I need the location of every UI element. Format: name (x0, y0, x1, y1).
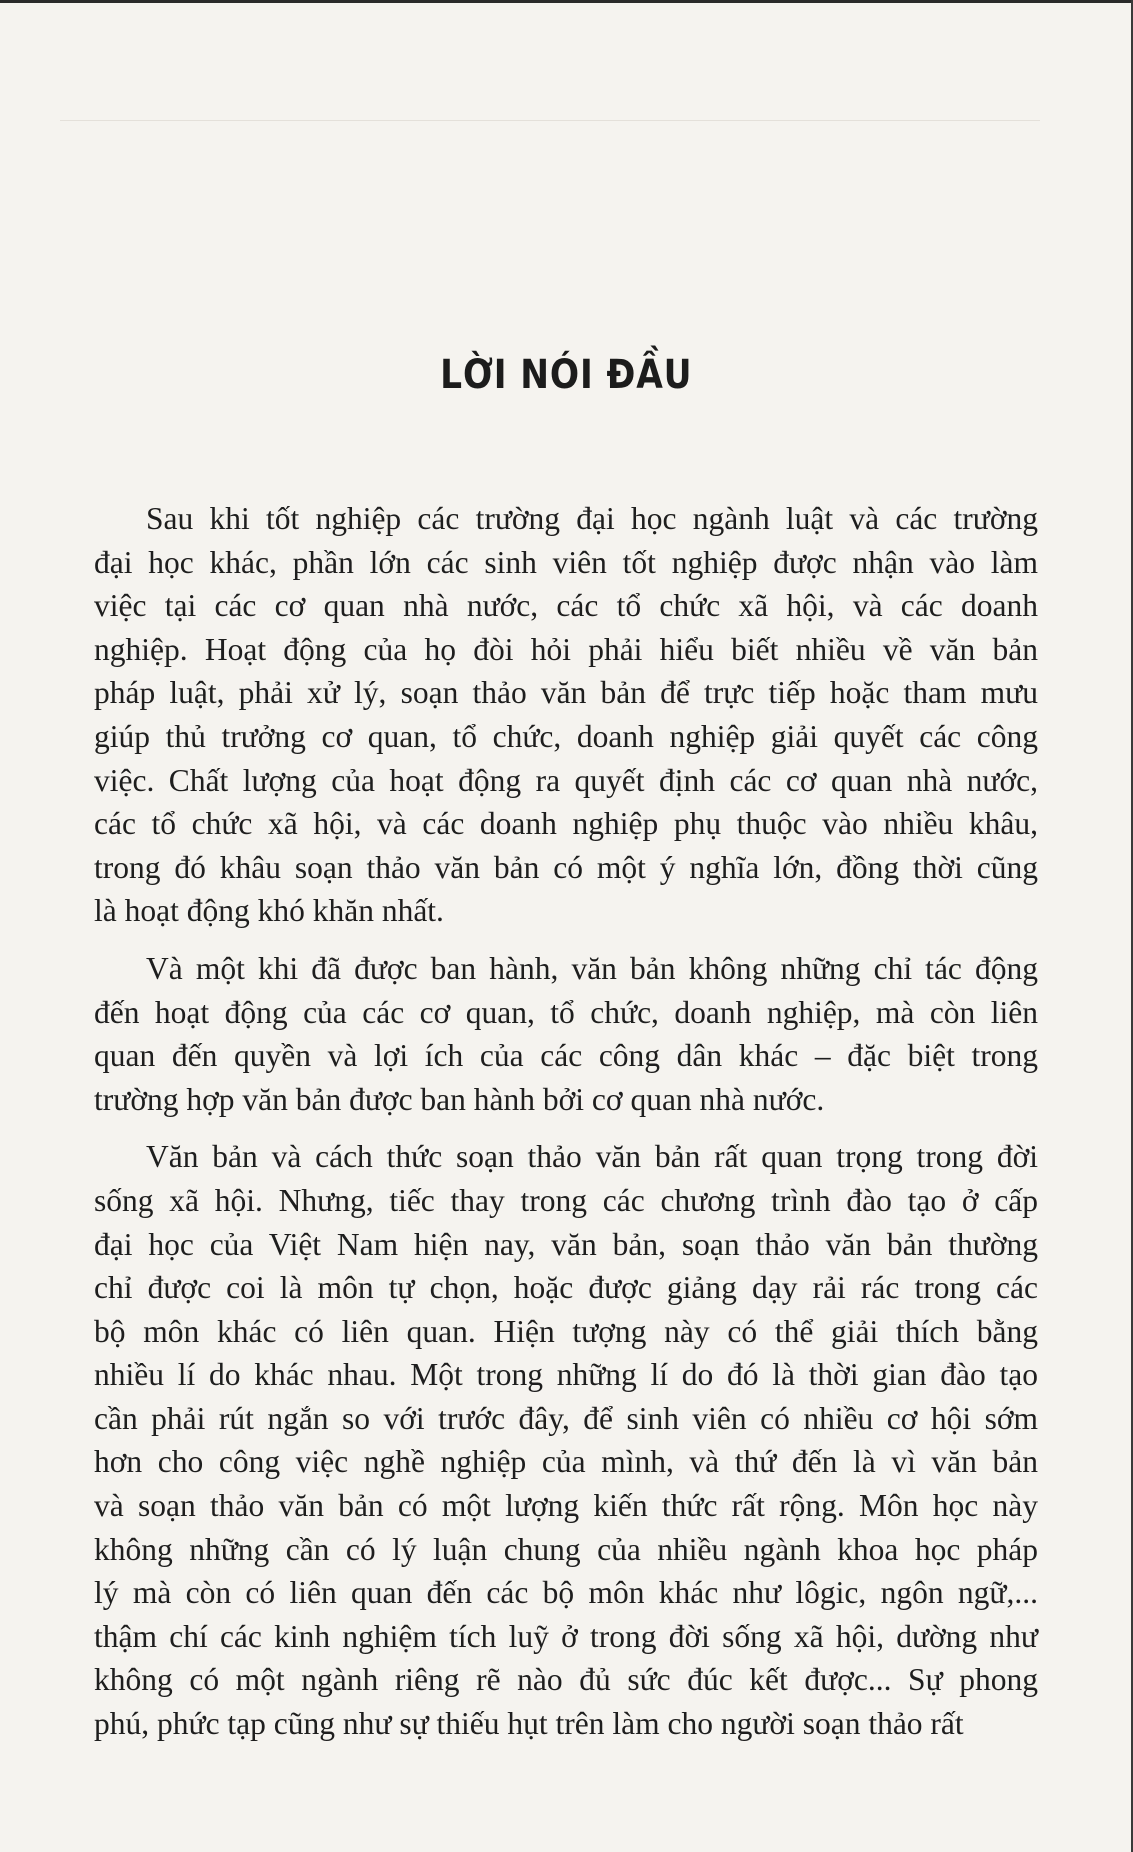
paragraph-line: phú, phức tạp cũng như sự thiếu hụt trên làm cho người soạn thảo rất (94, 1706, 964, 1742)
paragraph-line: lý mà còn có liên quan đến các bộ môn khác như lôgic, ngôn ngữ,... (94, 1575, 1038, 1611)
paragraph-line: đại học khác, phần lớn các sinh viên tốt nghiệp được nhận vào làm (94, 544, 1038, 580)
paragraph (94, 947, 1038, 1121)
paragraph-line: nghiệp. Hoạt động của họ đòi hỏi phải hiểu biết nhiều về văn bản (94, 631, 1038, 667)
paragraph-line: trong đó khâu soạn thảo văn bản có một ý nghĩa lớn, đồng thời cũng (94, 849, 1038, 885)
body-text (94, 497, 1038, 1760)
paragraph-line: đến hoạt động của các cơ quan, tổ chức, doanh nghiệp, mà còn liên (94, 994, 1038, 1030)
paragraph-line: không có một ngành riêng rẽ nào đủ sức đúc kết được... Sự phong (94, 1662, 1038, 1698)
paragraph-line: bộ môn khác có liên quan. Hiện tượng này có thể giải thích bằng (94, 1313, 1038, 1349)
paragraph-line: pháp luật, phải xử lý, soạn thảo văn bản để trực tiếp hoặc tham mưu (94, 675, 1038, 711)
page-heading: LỜI NÓI ĐẦU (440, 352, 693, 398)
paragraph-line: nhiều lí do khác nhau. Một trong những lí do đó là thời gian đào tạo (94, 1357, 1038, 1393)
paragraph-line: sống xã hội. Nhưng, tiếc thay trong các chương trình đào tạo ở cấp (94, 1182, 1038, 1218)
paragraph-line: việc tại các cơ quan nhà nước, các tổ chức xã hội, và các doanh (94, 588, 1038, 624)
paragraph-line: là hoạt động khó khăn nhất. (94, 893, 444, 929)
paragraph-line: không những cần có lý luận chung của nhiều ngành khoa học pháp (94, 1531, 1038, 1567)
paragraph-line: thậm chí các kinh nghiệm tích luỹ ở trong đời sống xã hội, dường như (94, 1618, 1038, 1654)
paragraph-line: đại học của Việt Nam hiện nay, văn bản, soạn thảo văn bản thường (94, 1226, 1038, 1262)
paragraph-line: cần phải rút ngắn so với trước đây, để sinh viên có nhiều cơ hội sớm (94, 1400, 1038, 1436)
paragraph-line: Sau khi tốt nghiệp các trường đại học ngành luật và các trường (146, 501, 1038, 536)
paragraph (94, 1135, 1038, 1745)
page-top-edge (0, 0, 1133, 3)
paragraph-line: Văn bản và cách thức soạn thảo văn bản rất quan trọng trong đời (146, 1139, 1038, 1175)
paragraph-line: và soạn thảo văn bản có một lượng kiến thức rất rộng. Môn học này (94, 1488, 1038, 1524)
paragraph-line: quan đến quyền và lợi ích của các công dân khác – đặc biệt trong (94, 1038, 1038, 1074)
paragraph-line: việc. Chất lượng của hoạt động ra quyết định các cơ quan nhà nước, (94, 762, 1038, 798)
paragraph-line: Và một khi đã được ban hành, văn bản không những chỉ tác động (146, 950, 1038, 986)
paragraph-line: các tổ chức xã hội, và các doanh nghiệp phụ thuộc vào nhiều khâu, (94, 806, 1038, 842)
paragraph-line: giúp thủ trưởng cơ quan, tổ chức, doanh nghiệp giải quyết các công (94, 718, 1038, 754)
paragraph-line: hơn cho công việc nghề nghiệp của mình, và thứ đến là vì văn bản (94, 1444, 1038, 1480)
paragraph-line: trường hợp văn bản được ban hành bởi cơ quan nhà nước. (94, 1081, 825, 1117)
show-through-rule (60, 120, 1040, 121)
paragraph (94, 497, 1038, 933)
paragraph-line: chỉ được coi là môn tự chọn, hoặc được giảng dạy rải rác trong các (94, 1270, 1038, 1306)
